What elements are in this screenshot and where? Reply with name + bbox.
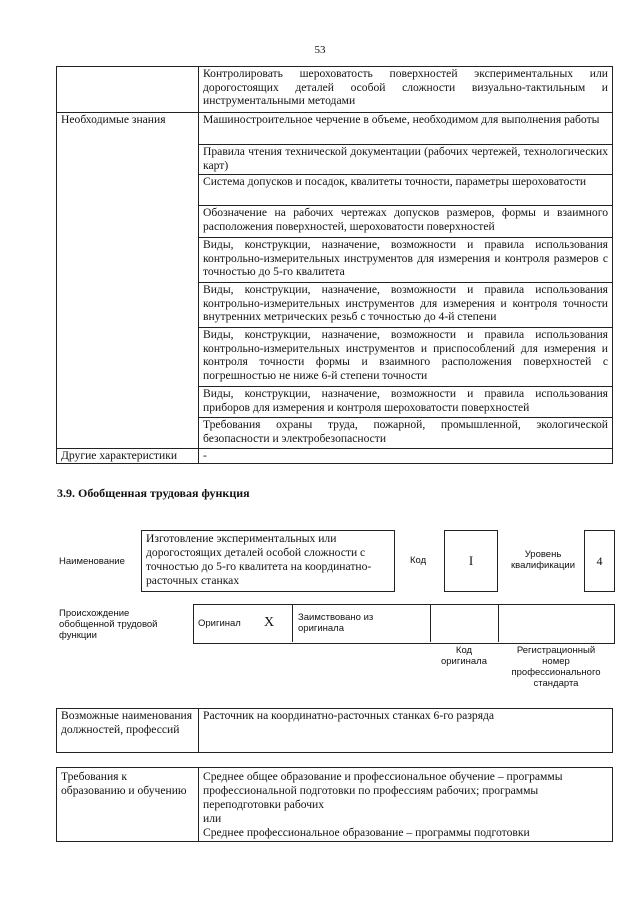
knowledge-item: Правила чтения технической документации (рабочих чертежей, технологических карт) bbox=[199, 145, 613, 175]
name-label: Наименование bbox=[59, 556, 125, 567]
knowledge-item: Виды, конструкции, назначение, возможности и правила использования приборов для измерения и контроля шероховатости поверхностей bbox=[199, 387, 613, 418]
level-box bbox=[584, 530, 615, 592]
education-table bbox=[56, 767, 613, 842]
page-number: 53 bbox=[314, 44, 326, 56]
borrowed-label: Заимствовано из оригинала bbox=[298, 612, 374, 634]
function-name-box bbox=[141, 530, 395, 592]
knowledge-item: Виды, конструкции, назначение, возможности и правила использования контрольно-измерительных инструментов для измерения и контроля точности внутренних метрических резьб с точностью до 4-й степени bbox=[199, 283, 613, 328]
origin-divider bbox=[498, 604, 499, 642]
code-label: Код bbox=[410, 555, 427, 566]
code-box bbox=[444, 530, 498, 592]
education-line: Среднее общее образование и профессиональное обучение – программы профессиональной подготовки по профессиям рабочих; программы переподготовки рабочих bbox=[203, 770, 563, 811]
level-value: 4 bbox=[596, 554, 603, 568]
origin-divider bbox=[292, 604, 293, 642]
knowledge-item: Требования охраны труда, пожарной, промышленной, экологической безопасности и электробезопасности bbox=[199, 418, 613, 449]
positions-table bbox=[56, 708, 613, 753]
knowledge-item: Виды, конструкции, назначение, возможности и правила использования контрольно-измерительных инструментов и приспособлений для измерения и контроля точности формы и взаимного расположения поверхностей с погрешностью не ниже 6-й степени точности bbox=[199, 328, 613, 387]
education-line: или bbox=[203, 812, 222, 825]
knowledge-item: Система допусков и посадок, квалитеты точности, параметры шероховатости bbox=[199, 175, 613, 206]
empty-label-cell bbox=[57, 67, 199, 113]
first-row-text: Контролировать шероховатость поверхностей экспериментальных или дорогостоящих деталей особой сложности визуально-тактильным и инструментальными методами bbox=[199, 67, 613, 113]
qualification-level-label: Уровень квалификации bbox=[510, 549, 576, 571]
positions-value: Расточник на координатно-расточных станках 6-го разряда bbox=[199, 709, 613, 753]
code-original-caption: Код оригинала bbox=[440, 645, 487, 667]
education-label: Требования к образованию и обучению bbox=[57, 768, 199, 842]
education-requirements bbox=[199, 768, 613, 842]
origin-label: Происхождение обобщенной трудовой функции bbox=[59, 608, 158, 641]
positions-label: Возможные наименования должностей, профессий bbox=[57, 709, 199, 753]
other-characteristics-value: - bbox=[199, 449, 613, 464]
knowledge-label: Необходимые знания bbox=[57, 113, 199, 449]
section-title: 3.9. Обобщенная трудовая функция bbox=[57, 486, 250, 500]
knowledge-item: Виды, конструкции, назначение, возможности и правила использования контрольно-измерительных инструментов для измерения и контроля размеров с точностью до 5-го квалитета bbox=[199, 238, 613, 283]
original-label: Оригинал bbox=[198, 618, 241, 629]
reg-number-caption: Регистрационный номер профессионального стандарта bbox=[511, 645, 601, 689]
knowledge-item: Обозначение на рабочих чертежах допусков размеров, формы и взаимного расположения поверхностей, шероховатости поверхностей bbox=[199, 206, 613, 238]
education-line: Среднее профессиональное образование – программы подготовки bbox=[203, 826, 530, 839]
knowledge-item: Машиностроительное черчение в объеме, необходимом для выполнения работы bbox=[199, 113, 613, 145]
other-characteristics-label: Другие характеристики bbox=[57, 449, 199, 464]
origin-divider bbox=[430, 604, 431, 642]
function-name-value: Изготовление экспериментальных или дорогостоящих деталей особой сложности с точностью до 5-го квалитета на координатно-расточных станках bbox=[146, 532, 372, 587]
original-mark: X bbox=[264, 615, 275, 630]
knowledge-table bbox=[56, 66, 613, 464]
code-value: I bbox=[468, 553, 474, 568]
